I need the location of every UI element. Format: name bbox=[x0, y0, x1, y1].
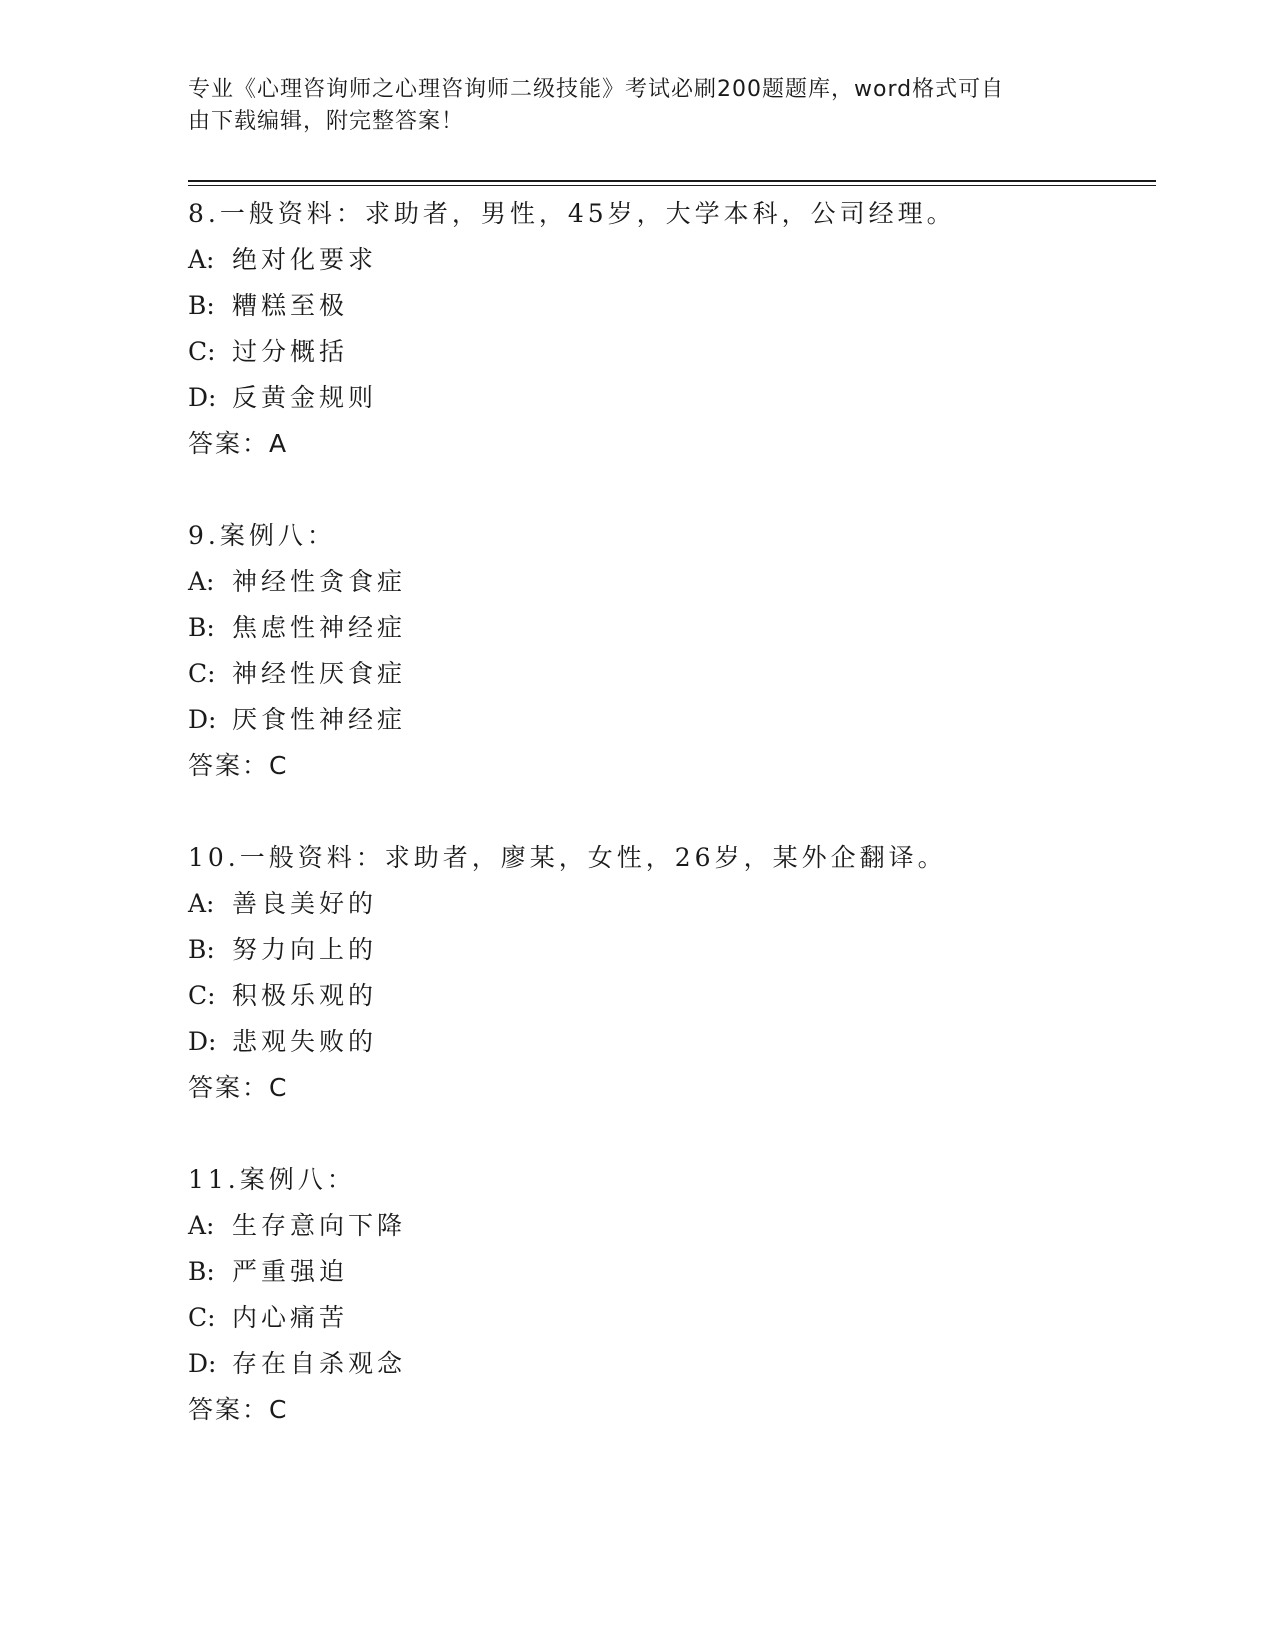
question-item bbox=[188, 191, 1148, 467]
option-letter: B: bbox=[188, 291, 215, 320]
option-c bbox=[188, 1295, 1148, 1341]
header-line-2: 由下载编辑，附完整答案！ bbox=[188, 109, 465, 134]
answer-line: 答案：A bbox=[188, 429, 289, 458]
option-letter: D: bbox=[188, 705, 217, 734]
option-letter: C: bbox=[188, 1303, 216, 1332]
option-text: 糟糕至极 bbox=[232, 291, 349, 320]
question-stem: 8.一般资料：求助者，男性，45岁，大学本科，公司经理。 bbox=[188, 199, 956, 228]
option-b bbox=[188, 605, 1148, 651]
question-stem: 11.案例八： bbox=[188, 1165, 356, 1194]
option-a bbox=[188, 1203, 1148, 1249]
header-line-1: 专业《心理咨询师之心理咨询师二级技能》考试必刷200题题库，word格式可自 bbox=[188, 77, 1005, 102]
option-text: 厌食性神经症 bbox=[232, 705, 407, 734]
option-d bbox=[188, 697, 1148, 743]
option-text: 存在自杀观念 bbox=[232, 1349, 407, 1378]
option-text: 绝对化要求 bbox=[232, 245, 378, 274]
question-item bbox=[188, 835, 1148, 1111]
option-text: 严重强迫 bbox=[232, 1257, 349, 1286]
option-text: 焦虑性神经症 bbox=[232, 613, 407, 642]
option-letter: B: bbox=[188, 935, 215, 964]
question-stem: 9.案例八： bbox=[188, 521, 336, 550]
option-text: 积极乐观的 bbox=[232, 981, 378, 1010]
header-divider-thin bbox=[188, 185, 1156, 186]
option-letter: D: bbox=[188, 1027, 217, 1056]
option-letter: D: bbox=[188, 383, 217, 412]
option-letter: C: bbox=[188, 659, 216, 688]
option-d bbox=[188, 1341, 1148, 1387]
option-c bbox=[188, 973, 1148, 1019]
question-stem: 10.一般资料：求助者，廖某，女性，26岁，某外企翻译。 bbox=[188, 843, 947, 872]
answer-line: 答案：C bbox=[188, 1395, 289, 1424]
option-text: 努力向上的 bbox=[232, 935, 378, 964]
document-header bbox=[188, 74, 1068, 138]
option-text: 内心痛苦 bbox=[232, 1303, 349, 1332]
option-c bbox=[188, 329, 1148, 375]
option-letter: A: bbox=[188, 245, 215, 274]
option-letter: A: bbox=[188, 1211, 215, 1240]
question-list bbox=[188, 191, 1148, 1479]
option-text: 神经性贪食症 bbox=[232, 567, 407, 596]
option-letter: C: bbox=[188, 981, 216, 1010]
option-d bbox=[188, 1019, 1148, 1065]
option-text: 善良美好的 bbox=[232, 889, 378, 918]
option-letter: C: bbox=[188, 337, 216, 366]
option-letter: B: bbox=[188, 1257, 215, 1286]
option-b bbox=[188, 283, 1148, 329]
option-text: 悲观失败的 bbox=[232, 1027, 378, 1056]
option-d bbox=[188, 375, 1148, 421]
option-letter: A: bbox=[188, 567, 215, 596]
option-letter: B: bbox=[188, 613, 215, 642]
option-a bbox=[188, 881, 1148, 927]
option-letter: A: bbox=[188, 889, 215, 918]
option-b bbox=[188, 927, 1148, 973]
option-letter: D: bbox=[188, 1349, 217, 1378]
option-text: 生存意向下降 bbox=[232, 1211, 407, 1240]
option-text: 神经性厌食症 bbox=[232, 659, 407, 688]
option-a bbox=[188, 559, 1148, 605]
answer-line: 答案：C bbox=[188, 751, 289, 780]
option-text: 过分概括 bbox=[232, 337, 349, 366]
option-c bbox=[188, 651, 1148, 697]
option-a bbox=[188, 237, 1148, 283]
header-divider-thick bbox=[188, 180, 1156, 182]
option-text: 反黄金规则 bbox=[232, 383, 378, 412]
question-item bbox=[188, 1157, 1148, 1433]
question-item bbox=[188, 513, 1148, 789]
answer-line: 答案：C bbox=[188, 1073, 289, 1102]
option-b bbox=[188, 1249, 1148, 1295]
